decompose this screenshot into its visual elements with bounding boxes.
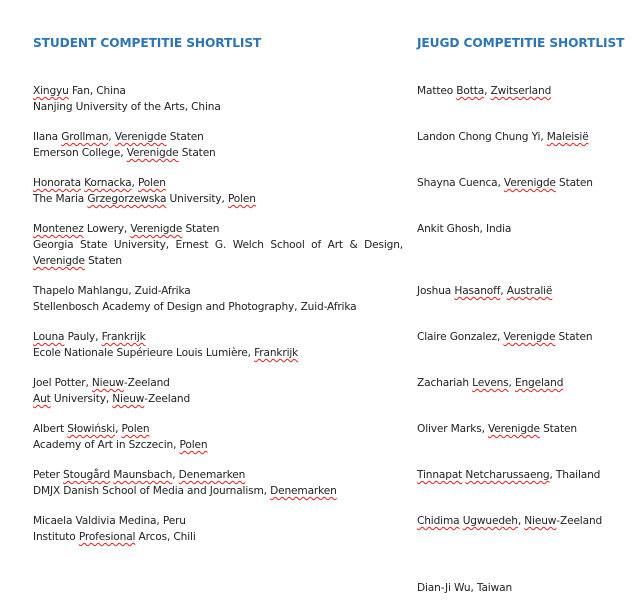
spellcheck-flagged-word: Verenigde	[33, 255, 85, 267]
spellcheck-flagged-word: Stougård	[63, 469, 111, 481]
entry-school: Academy of Art in Szczecin, Polen	[33, 439, 208, 451]
spellcheck-flagged-word: Słowiński	[67, 423, 116, 435]
entry-name: Joel Potter, Nieuw-Zeeland	[33, 377, 170, 389]
spellcheck-flagged-word: Levens	[472, 377, 509, 389]
entry-name: Joshua Hasanoff, Australië	[417, 285, 553, 297]
student-entry	[33, 129, 403, 161]
spellcheck-flagged-word: Profesional	[78, 531, 136, 543]
spellcheck-flagged-word: Verenigde	[488, 423, 540, 435]
youth-entry	[417, 580, 639, 596]
student-shortlist-heading: STUDENT COMPETITIE SHORTLIST	[33, 36, 262, 50]
spellcheck-flagged-word: Frankrijk	[101, 331, 146, 343]
entry-name: Ankit Ghosh, India	[417, 223, 512, 235]
student-entry	[33, 221, 403, 269]
entry-name: Matteo Botta, Zwitserland	[417, 85, 552, 97]
spellcheck-flagged-word: Denemarken	[178, 469, 246, 481]
spellcheck-flagged-word: Botta	[456, 85, 485, 97]
youth-entry	[417, 283, 639, 299]
student-entry	[33, 421, 403, 453]
entry-name: Dian-Ji Wu, Taiwan	[417, 582, 513, 594]
entry-school: Instituto Profesional Arcos, Chili	[33, 531, 196, 543]
spellcheck-flagged-word: Tinnapat	[417, 469, 463, 481]
entry-school: Emerson College, Verenigde Staten	[33, 147, 216, 159]
spellcheck-flagged-word: Verenigde	[114, 131, 167, 143]
entry-name: Montenez Lowery, Verenigde Staten	[33, 223, 220, 235]
student-entry	[33, 283, 403, 315]
spellcheck-flagged-word: Zwitserland	[490, 85, 552, 97]
spellcheck-flagged-word: Verenigde	[130, 223, 183, 235]
spellcheck-flagged-word: Aut	[33, 393, 51, 405]
spellcheck-flagged-word: Frankrijk	[254, 347, 299, 359]
entry-school-continued: Verenigde Staten	[33, 255, 122, 267]
spellcheck-flagged-word: Grzegorzewska	[87, 193, 167, 205]
spellcheck-flagged-word: Polen	[227, 193, 256, 205]
entry-name: Chidima Ugwuedeh, Nieuw-Zeeland	[417, 515, 603, 527]
spellcheck-flagged-word: Honorata	[33, 177, 81, 189]
entry-name: Micaela Valdivia Medina, Peru	[33, 515, 186, 527]
youth-shortlist-heading: JEUGD COMPETITIE SHORTLIST	[417, 36, 625, 50]
student-entry	[33, 467, 403, 499]
entry-name: Shayna Cuenca, Verenigde Staten	[417, 177, 593, 189]
entry-name: Louna Pauly, Frankrijk	[33, 331, 146, 343]
youth-entry	[417, 83, 639, 99]
entry-school: Georgia State University, Ernest G. Welch School of Art & Design,	[33, 239, 403, 251]
spellcheck-flagged-word: Engeland	[514, 377, 564, 389]
spellcheck-flagged-word: Verenigde	[503, 177, 556, 189]
spellcheck-flagged-word: Nieuw	[112, 393, 145, 405]
youth-entry	[417, 375, 639, 391]
entry-name: Claire Gonzalez, Verenigde Staten	[417, 331, 593, 343]
spellcheck-flagged-word: Denemarken	[270, 485, 337, 497]
youth-entry	[417, 329, 639, 345]
student-entry	[33, 175, 403, 207]
spellcheck-flagged-word: Ugwuedeh	[462, 515, 518, 527]
spellcheck-flagged-word: Polen	[137, 177, 166, 189]
student-entry	[33, 375, 403, 407]
entry-name: Landon Chong Chung Yi, Maleisië	[417, 131, 589, 143]
spellcheck-flagged-word: Chidima	[417, 515, 460, 527]
entry-name: Xingyu Fan, China	[33, 85, 126, 97]
student-entry	[33, 329, 403, 361]
spellcheck-flagged-word: Polen	[121, 423, 150, 435]
student-entry	[33, 513, 403, 545]
spellcheck-flagged-word: Xingyu	[33, 85, 69, 97]
youth-entry	[417, 467, 639, 483]
spellcheck-flagged-word: Montenez	[33, 223, 84, 235]
entry-name: Ilana Grollman, Verenigde Staten	[33, 131, 204, 143]
entry-school: Stellenbosch Academy of Design and Photography, Zuid-Afrika	[33, 301, 357, 313]
entry-school: The Maria Grzegorzewska University, Polen	[33, 193, 256, 205]
entry-name: Thapelo Mahlangu, Zuid-Afrika	[33, 285, 191, 297]
youth-entry	[417, 513, 639, 529]
spellcheck-flagged-word: Maleisië	[546, 131, 589, 143]
entry-school: DMJX Danish School of Media and Journalism, Denemarken	[33, 485, 337, 497]
spellcheck-flagged-word: Grollman	[61, 131, 109, 143]
spellcheck-flagged-word: Louna	[33, 331, 65, 343]
entry-name: Peter Stougård Maunsbach, Denemarken	[33, 469, 246, 481]
youth-entry	[417, 175, 639, 191]
spellcheck-flagged-word: Verenigde	[503, 331, 556, 343]
youth-entry	[417, 221, 639, 237]
entry-name: Zachariah Levens, Engeland	[417, 377, 564, 389]
entry-name: Oliver Marks, Verenigde Staten	[417, 423, 577, 435]
entry-school: Ecole Nationale Supérieure Louis Lumière, Frankrijk	[33, 347, 299, 359]
entry-school: Aut University, Nieuw-Zeeland	[33, 393, 191, 405]
student-entry	[33, 83, 403, 115]
entry-name: Tinnapat Netcharussaeng, Thailand	[417, 469, 601, 481]
spellcheck-flagged-word: Nieuw	[524, 515, 557, 527]
spellcheck-flagged-word: Kornacka	[84, 177, 132, 189]
spellcheck-flagged-word: Polen	[179, 439, 208, 451]
entry-school: Nanjing University of the Arts, China	[33, 101, 221, 113]
spellcheck-flagged-word: Verenigde	[126, 147, 179, 159]
youth-entry	[417, 129, 639, 145]
entry-name: Albert Słowiński, Polen	[33, 423, 150, 435]
youth-entry	[417, 421, 639, 437]
spellcheck-flagged-word: Maunsbach	[113, 469, 173, 481]
spellcheck-flagged-word: Netcharussaeng	[465, 469, 550, 481]
spellcheck-flagged-word: Nieuw	[91, 377, 124, 389]
spellcheck-flagged-word: Australië	[506, 285, 553, 297]
spellcheck-flagged-word: Hasanoff	[454, 285, 501, 297]
entry-name: Honorata Kornacka, Polen	[33, 177, 166, 189]
